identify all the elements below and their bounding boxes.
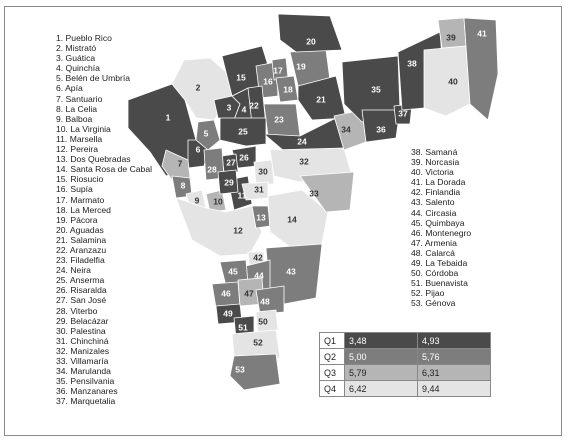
- quartile-value: 4,93: [418, 333, 491, 349]
- quartile-label: Q4: [320, 381, 345, 397]
- municipality-list-item: 17. Marmato: [56, 194, 105, 205]
- region-number-label: 40: [448, 76, 458, 87]
- municipality-list-item: 2. Mistrató: [56, 43, 97, 54]
- region-number-label: 4: [241, 104, 247, 115]
- municipality-list-item: 27. San José: [56, 295, 107, 306]
- region-number-label: 24: [297, 136, 307, 147]
- municipality-list-item: 13. Dos Quebradas: [56, 154, 131, 165]
- quartile-value: 6,42: [345, 381, 418, 397]
- quartile-row: [320, 333, 491, 349]
- municipality-list-item: 19. Pácora: [56, 214, 98, 225]
- region-number-label: 19: [296, 61, 306, 72]
- municipality-list-right: [411, 147, 471, 309]
- region-number-label: 32: [299, 156, 309, 167]
- region-number-label: 53: [235, 364, 245, 375]
- municipality-list-item: 14. Santa Rosa de Cabal: [56, 164, 153, 175]
- municipality-list-item: 38. Samaná: [411, 147, 458, 157]
- municipality-list-item: 35. Pensilvania: [56, 376, 115, 387]
- quartile-value: 5,76: [418, 349, 491, 365]
- municipality-list-item: 52. Pijao: [411, 288, 445, 299]
- region-number-label: 37: [398, 108, 408, 119]
- region-number-label: 15: [236, 72, 246, 83]
- region-number-label: 52: [253, 337, 263, 348]
- region-number-label: 14: [287, 214, 297, 225]
- region-number-label: 36: [376, 124, 386, 135]
- region-number-label: 34: [341, 124, 351, 135]
- municipality-list-item: 53. Génova: [411, 298, 456, 309]
- region-number-label: 10: [213, 196, 223, 207]
- region-number-label: 39: [446, 32, 456, 43]
- municipality-list-item: 28. Viterbo: [56, 305, 98, 316]
- region-number-label: 6: [195, 144, 201, 155]
- municipality-list-item: 49. La Tebaida: [411, 258, 468, 269]
- municipality-list-item: 10. La Virginia: [56, 123, 111, 134]
- region-number-label: 25: [238, 126, 248, 137]
- region-number-label: 18: [283, 84, 293, 95]
- quartile-row: [320, 365, 491, 381]
- municipality-list-item: 21. Salamina: [56, 234, 107, 245]
- region-number-label: 38: [407, 58, 417, 69]
- municipality-list-item: 46. Montenegro: [411, 227, 472, 238]
- municipality-region: [424, 46, 470, 116]
- region-number-label: 9: [194, 195, 200, 206]
- municipality-list-item: 33. Villamaría: [56, 356, 109, 366]
- quartile-row: [320, 349, 491, 365]
- municipality-list-item: 45. Quimbaya: [411, 217, 465, 228]
- region-number-label: 48: [260, 296, 270, 307]
- region-number-label: 29: [224, 177, 234, 188]
- region-number-label: 44: [254, 270, 264, 281]
- region-number-label: 23: [274, 114, 284, 125]
- municipality-list-item: 40. Victoria: [411, 167, 454, 178]
- municipality-list-item: 47. Armenia: [411, 237, 457, 248]
- quartile-value: 6,31: [418, 365, 491, 381]
- region-number-label: 12: [233, 225, 243, 236]
- quartile-legend: [319, 332, 491, 397]
- region-number-label: 7: [177, 158, 183, 169]
- quartile-value: 5,79: [345, 365, 418, 381]
- region-number-label: 35: [371, 84, 381, 95]
- region-number-label: 16: [263, 76, 273, 87]
- region-number-label: 27: [226, 157, 236, 168]
- quartile-label: Q1: [320, 333, 345, 349]
- municipality-list-item: 4. Quinchía: [56, 63, 100, 74]
- region-number-label: 33: [309, 188, 319, 199]
- municipality-list-item: 15. Riosucio: [56, 174, 104, 185]
- municipality-list-item: 37. Marquetalia: [56, 396, 116, 407]
- municipality-list-item: 51. Buenavista: [411, 278, 468, 289]
- municipality-list-item: 48. Calarcá: [411, 247, 455, 258]
- region-number-label: 42: [253, 252, 263, 263]
- municipality-list-item: 7. Santuario: [56, 93, 103, 104]
- quartile-value: 9,44: [418, 381, 491, 397]
- region-number-label: 2: [195, 82, 201, 93]
- region-number-label: 20: [306, 36, 316, 47]
- municipality-list-item: 22. Aranzazu: [56, 244, 107, 255]
- municipality-list-item: 39. Norcasia: [411, 157, 460, 168]
- municipality-list-item: 43. Salento: [411, 197, 455, 208]
- municipality-list-item: 32. Manizales: [56, 345, 110, 356]
- municipality-list-item: 42. Finlandia: [411, 187, 461, 198]
- municipality-list-item: 3. Guática: [56, 53, 96, 64]
- municipality-list-item: 24. Neira: [56, 265, 91, 276]
- municipality-list-item: 34. Marulanda: [56, 366, 111, 377]
- quartile-label: Q2: [320, 349, 345, 365]
- municipality-list-item: 6. Apía: [56, 83, 83, 94]
- region-number-label: 5: [203, 128, 209, 139]
- municipality-list-item: 5. Belén de Umbría: [56, 73, 131, 84]
- region-number-label: 49: [223, 308, 233, 319]
- region-number-label: 11: [237, 190, 247, 201]
- region-number-label: 51: [238, 322, 248, 333]
- municipality-list-item: 29. Belacázar: [56, 315, 109, 326]
- municipality-list-item: 12. Pereira: [56, 144, 99, 155]
- region-number-label: 8: [180, 180, 186, 191]
- region-number-label: 47: [244, 288, 254, 299]
- municipality-list-item: 44. Circasia: [411, 207, 457, 218]
- municipality-list-item: 26. Risaralda: [56, 285, 107, 296]
- region-number-label: 50: [258, 316, 268, 327]
- region-number-label: 1: [165, 112, 171, 123]
- region-number-label: 31: [254, 184, 264, 195]
- municipality-list-left: [56, 33, 152, 406]
- region-number-label: 43: [286, 266, 296, 277]
- quartile-row: [320, 381, 491, 397]
- municipality-list-item: 8. La Celia: [56, 103, 98, 114]
- municipality-list-item: 30. Palestina: [56, 325, 106, 336]
- region-number-label: 26: [239, 152, 249, 163]
- quartile-value: 3,48: [345, 333, 418, 349]
- region-number-label: 46: [221, 288, 231, 299]
- municipality-region: [278, 14, 342, 52]
- municipality-list-item: 9. Balboa: [56, 113, 93, 124]
- municipality-list-item: 25. Anserma: [56, 275, 105, 286]
- municipality-list-item: 1. Pueblo Rico: [56, 33, 112, 43]
- municipality-list-item: 23. Filadelfia: [56, 255, 105, 266]
- municipality-list-item: 20. Aguadas: [56, 224, 104, 235]
- municipality-list-item: 36. Manzanares: [56, 386, 118, 397]
- quartile-value: 5,00: [345, 349, 418, 365]
- region-number-label: 13: [256, 212, 266, 223]
- municipality-list-item: 16. Supía: [56, 184, 93, 195]
- region-number-label: 22: [249, 100, 259, 111]
- region-number-label: 28: [207, 164, 217, 175]
- municipality-list-item: 31. Chinchiná: [56, 335, 109, 346]
- region-number-label: 30: [258, 166, 268, 177]
- municipality-list-item: 41. La Dorada: [411, 177, 466, 188]
- municipality-list-item: 11. Marsella: [56, 133, 103, 144]
- municipality-list-item: 50. Córdoba: [411, 268, 459, 279]
- region-number-label: 17: [273, 65, 283, 76]
- region-number-label: 3: [226, 102, 232, 113]
- quartile-label: Q3: [320, 365, 345, 381]
- municipality-list-item: 18. La Merced: [56, 204, 111, 215]
- region-number-label: 21: [316, 94, 326, 105]
- region-number-label: 45: [228, 266, 238, 277]
- region-number-label: 41: [477, 28, 487, 39]
